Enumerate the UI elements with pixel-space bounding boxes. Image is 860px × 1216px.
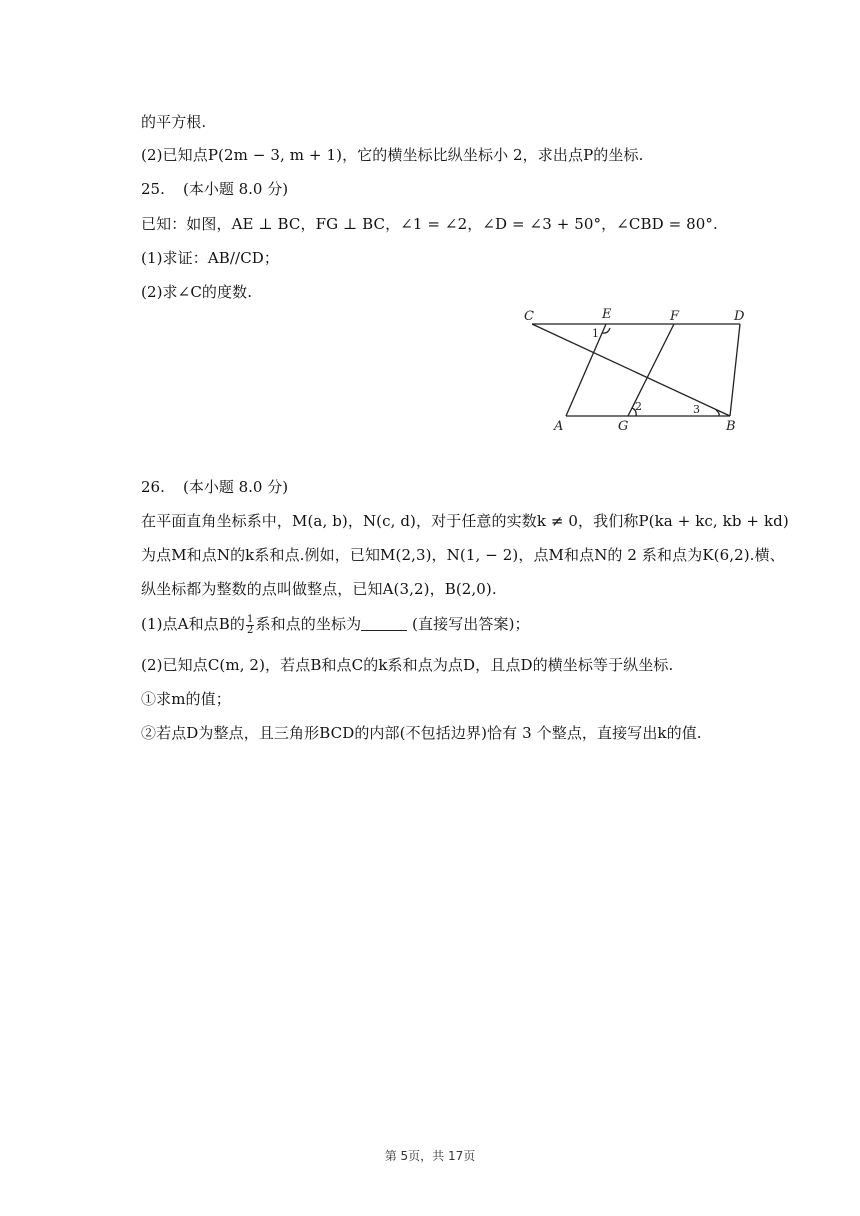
fraction-denominator: 2 [247, 624, 254, 636]
answer-blank [361, 616, 407, 631]
question-25-score: (本小题 8.0 分) [183, 180, 289, 198]
label-b: B [726, 419, 736, 434]
line-db [730, 324, 740, 416]
label-d: D [734, 309, 745, 324]
label-angle-2: 2 [635, 400, 642, 413]
fraction-one-half [246, 615, 254, 636]
question-26-part2-sub1: ①求m的值； [141, 690, 231, 708]
question-26-integer-point: 纵坐标都为整数的点叫做整点，已知A(3,2)，B(2,0). [141, 580, 497, 598]
question-25-part1: (1)求证：AB//CD； [141, 249, 280, 267]
part1-tail: (直接写出答案)； [407, 615, 530, 633]
part1-middle: 系和点的坐标为 [255, 615, 362, 633]
label-f: F [670, 309, 680, 324]
label-c: C [524, 309, 534, 324]
question-26-definition: 在平面直角坐标系中，M(a, b)，N(c, d)，对于任意的实数k ≠ 0，我们称P(ka + kc, kb + kd) [141, 512, 789, 530]
question-25-number: 25. [141, 180, 165, 198]
question-26-number: 26. [141, 478, 165, 496]
question-26-part2: (2)已知点C(m, 2)，若点B和点C的k系和点为点D，且点D的横坐标等于纵坐标. [141, 656, 674, 674]
fraction-numerator: 1 [247, 613, 254, 625]
question-26-score: (本小题 8.0 分) [183, 478, 289, 496]
geometry-diagram [520, 300, 760, 440]
question-26-example: 为点M和点N的k系和点.例如，已知M(2,3)，N(1, − 2)，点M和点N的 2 系和点为K(6,2).横、 [141, 546, 785, 564]
text-line-square-root: 的平方根. [141, 113, 207, 131]
line-ae [566, 324, 606, 416]
question-26-heading [141, 477, 288, 497]
question-25-given: 已知：如图，AE ⊥ BC，FG ⊥ BC，∠1 = ∠2，∠D = ∠3 + 50°，∠CBD = 80°. [141, 215, 718, 233]
question-25-part2: (2)求∠C的度数. [141, 283, 253, 301]
label-angle-3: 3 [693, 403, 700, 416]
question-25-heading [141, 179, 288, 199]
label-e: E [602, 307, 612, 322]
question-26-part1 [141, 614, 530, 636]
label-angle-1: 1 [592, 327, 599, 340]
geometry-figure [520, 300, 760, 440]
page-footer: 第 5页，共 17页 [384, 1149, 476, 1163]
question-26-part2-sub2: ②若点D为整点，且三角形BCD的内部(不包括边界)恰有 3 个整点，直接写出k的值. [141, 724, 702, 742]
label-a: A [554, 419, 564, 434]
part1-prefix: (1)点A和点B的 [141, 615, 246, 633]
line-cb [532, 324, 730, 416]
label-g: G [618, 419, 629, 434]
text-line-point-p: (2)已知点P(2m − 3, m + 1)，它的横坐标比纵坐标小 2，求出点P的坐标. [141, 146, 644, 164]
